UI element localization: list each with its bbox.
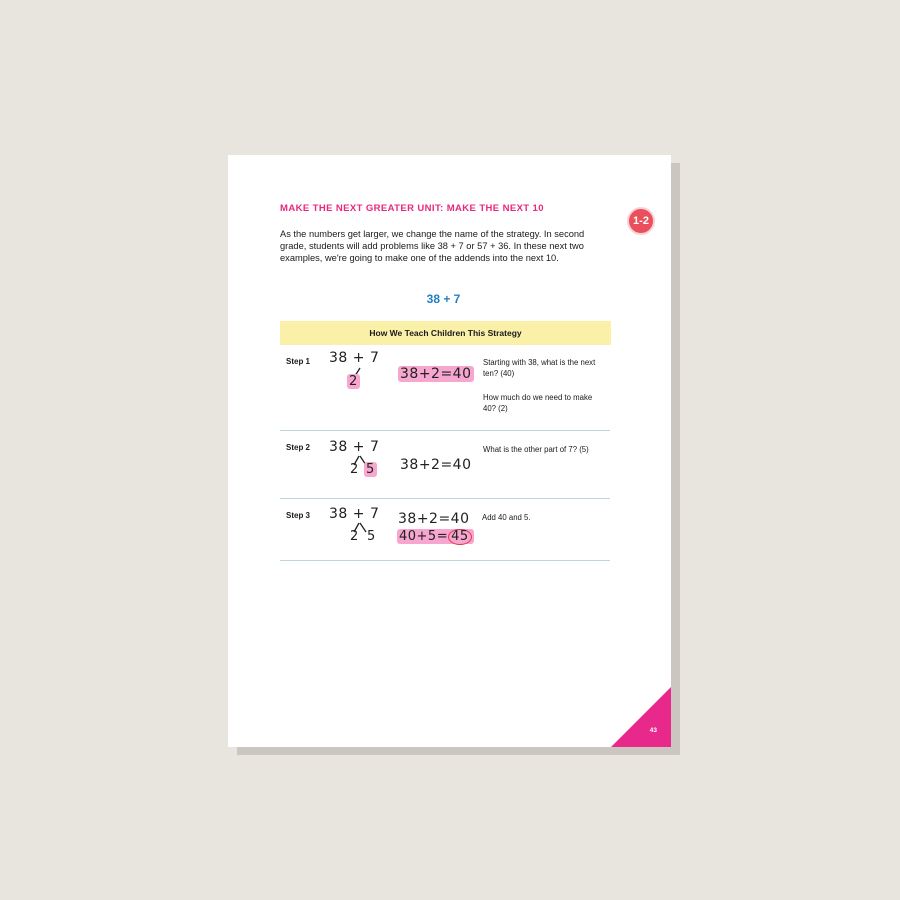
step-3-equation-2-prefix: 40+5= <box>399 529 449 544</box>
step-3-equation-2 <box>397 529 474 545</box>
step-2-part-a: 2 <box>350 462 359 477</box>
step-3-equation-2-box <box>397 529 474 544</box>
page-corner <box>611 687 671 747</box>
book-page <box>228 155 671 747</box>
step-1-label: Step 1 <box>286 357 311 366</box>
step-2-label: Step 2 <box>286 443 311 452</box>
step-2-expression: 38 + 7 <box>329 439 380 455</box>
step-3-equation: 38+2=40 <box>398 511 470 527</box>
step-3-expression: 38 + 7 <box>329 506 380 522</box>
step-3-answer-circle: 45 <box>448 529 472 545</box>
step-1-part-a <box>347 374 360 389</box>
step-2-part-b <box>364 462 377 477</box>
lesson-badge: 1-2 <box>627 207 655 235</box>
step-1-note-1: Starting with 38, what is the next ten? (40) <box>483 358 596 378</box>
page-number: 43 <box>649 727 657 734</box>
strategy-banner: How We Teach Children This Strategy <box>280 321 611 345</box>
step-1-part-a-value: 2 <box>349 374 358 389</box>
step-1-equation <box>398 366 474 382</box>
step-3-note-1: Add 40 and 5. <box>482 513 531 522</box>
step-1-note-2: How much do we need to make 40? (2) <box>483 393 593 413</box>
row-divider <box>280 498 610 499</box>
step-1-equation-text: 38+2=40 <box>400 366 472 382</box>
step-2-equation: 38+2=40 <box>400 457 472 473</box>
intro-paragraph: As the numbers get larger, we change the name of the strategy. In second grade, students will add problems like 38 + 7 or 57 + 36. In these next two examples, we're going to make one of the addends into the next 10. <box>280 229 585 263</box>
step-3-part-a: 2 <box>350 529 359 544</box>
row-divider <box>280 430 610 431</box>
step-1-expression: 38 + 7 <box>329 350 380 366</box>
step-2-note-1: What is the other part of 7? (5) <box>483 445 589 454</box>
section-title: MAKE THE NEXT GREATER UNIT: MAKE THE NEXT 10 <box>280 203 544 214</box>
step-3-label: Step 3 <box>286 511 311 520</box>
step-2-part-b-value: 5 <box>366 462 375 477</box>
step-3-part-b: 5 <box>367 529 376 544</box>
row-divider <box>280 560 610 561</box>
main-problem: 38 + 7 <box>426 292 461 306</box>
